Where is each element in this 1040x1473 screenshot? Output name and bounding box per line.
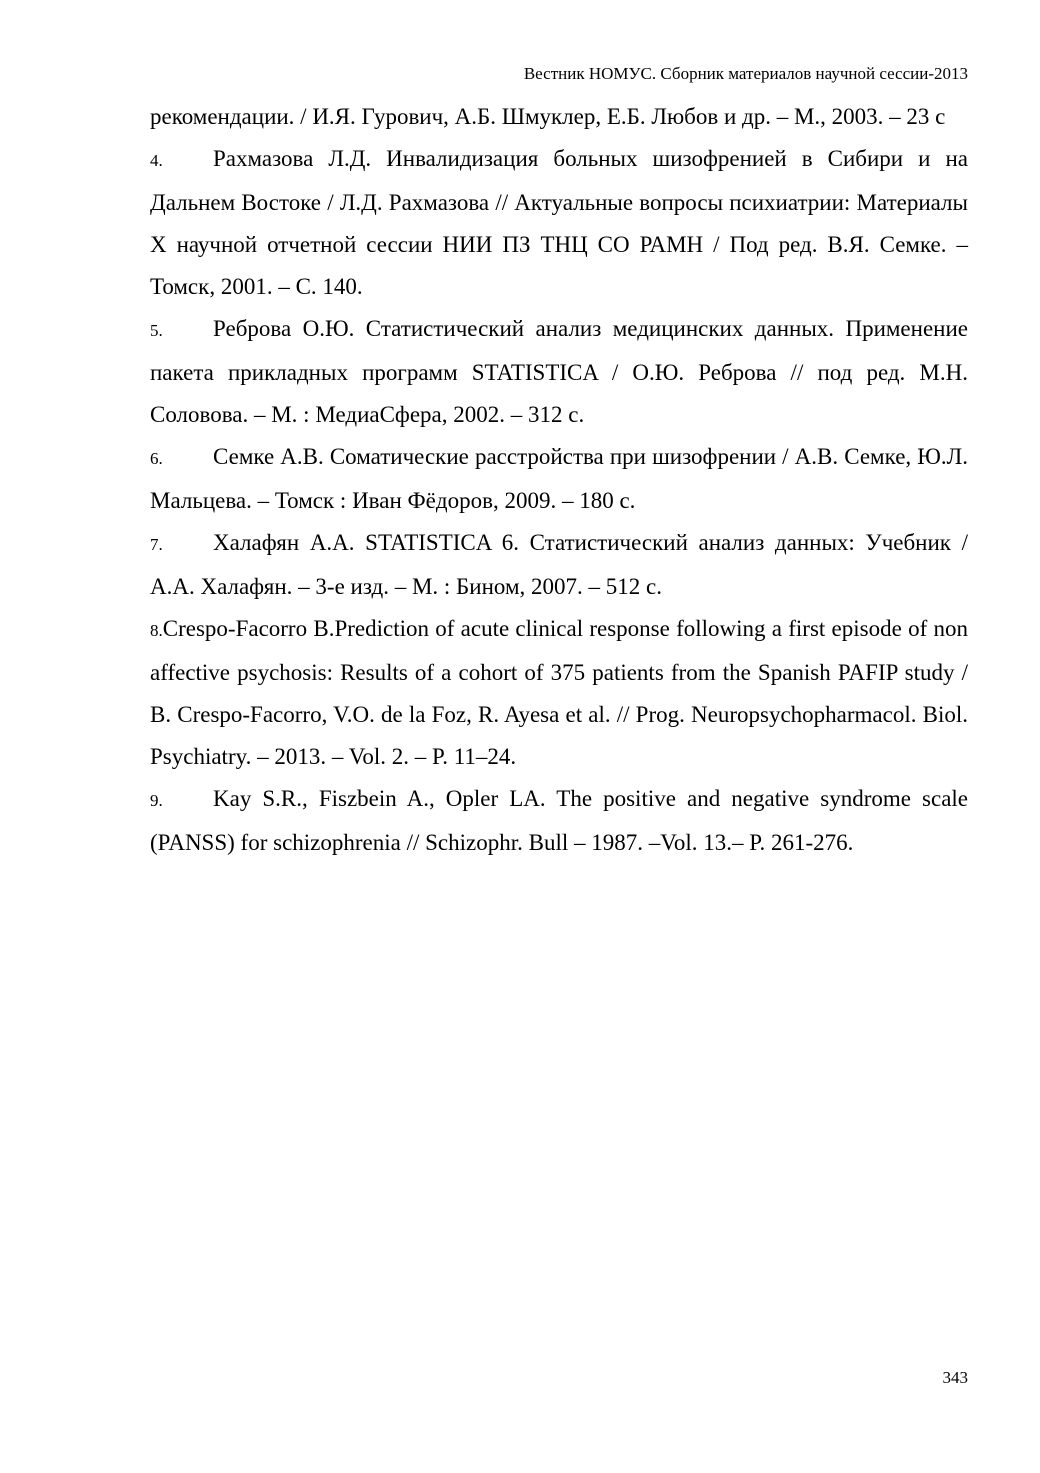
reference-item-8: [150, 608, 968, 778]
reference-item-5: [150, 308, 968, 436]
reference-number: 5.: [150, 321, 163, 340]
reference-item-4: [150, 138, 968, 308]
reference-text: Семке А.В. Соматические расстройства при шизофрении / А.В. Семке, Ю.Л. Мальцева. – Томск : Иван Фёдоров, 2009. – 180 с.: [150, 444, 968, 513]
reference-number: 6.: [150, 449, 163, 468]
reference-number: 9.: [150, 791, 163, 810]
reference-number: 8.: [150, 621, 163, 640]
reference-item-7: [150, 522, 968, 608]
reference-continuation: рекомендации. / И.Я. Гурович, А.Б. Шмуклер, Е.Б. Любов и др. – М., 2003. – 23 с: [150, 104, 946, 129]
reference-item-9: [150, 778, 968, 864]
reference-text: Crespo-Facorro B.Prediction of acute clinical response following a first episode of non affective psychosis: Results of a cohort of 375 patients from the Spanish PAFIP study / B. Crespo-Facorro, V.O. de la Foz, R. Ayesa et al. // Prog. Neuropsychopharmacol. Biol. Psychiatry. – 2013. – Vol. 2. – P. 11–24.: [150, 616, 968, 769]
reference-number: 4.: [150, 151, 163, 170]
reference-text: Реброва О.Ю. Статистический анализ медицинских данных. Применение пакета прикладных программ STATISTICA / О.Ю. Реброва // под ред. М.Н. Соловова. – М. : МедиаСфера, 2002. – 312 с.: [150, 316, 968, 427]
page-number: 343: [942, 1368, 968, 1387]
reference-item-6: [150, 436, 968, 522]
running-header: Вестник НОМУС. Сборник материалов научной сессии-2013: [523, 64, 968, 83]
reference-text: Халафян А.А. STATISTICA 6. Статистический анализ данных: Учебник / А.А. Халафян. – 3-е изд. – М. : Бином, 2007. – 512 с.: [150, 530, 968, 599]
reference-number: 7.: [150, 535, 163, 554]
reference-text: Kay S.R., Fiszbein A., Opler LA. The positive and negative syndrome scale (PANSS) for schizophrenia // Schizophr. Bull – 1987. –Vol. 13.– P. 261-276.: [150, 786, 968, 855]
reference-list: [150, 96, 968, 864]
reference-text: Рахмазова Л.Д. Инвалидизация больных шизофренией в Сибири и на Дальнем Востоке / Л.Д. Рахмазова // Актуальные вопросы психиатрии: Материалы Х научной отчетной сессии НИИ ПЗ ТНЦ СО РАМН / Под ред. В.Я. Семке. – Томск, 2001. – С. 140.: [150, 146, 968, 299]
